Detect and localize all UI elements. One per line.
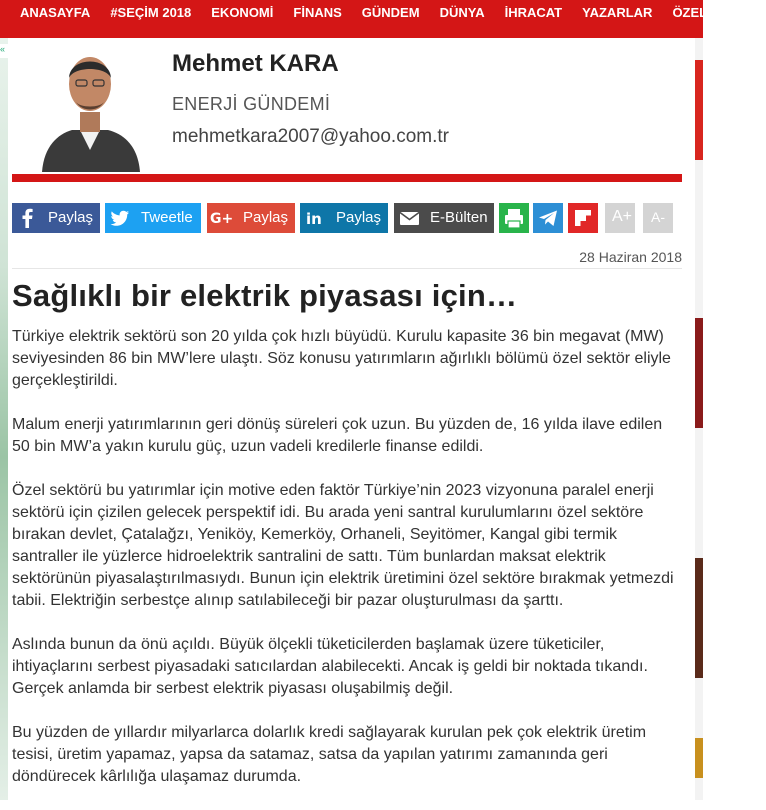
- flipboard-share-button[interactable]: [568, 203, 598, 233]
- author-name[interactable]: Mehmet KARA: [172, 50, 339, 77]
- author-photo: [28, 38, 152, 172]
- left-side-banner[interactable]: [0, 38, 8, 800]
- author-box: [12, 38, 682, 174]
- facebook-share-label: Paylaş: [48, 209, 94, 226]
- linkedin-share-label: Paylaş: [336, 209, 382, 226]
- twitter-share-label: Tweetle: [141, 209, 193, 226]
- font-increase-button[interactable]: [605, 203, 635, 233]
- author-email[interactable]: mehmetkara2007@yahoo.com.tr: [172, 126, 449, 147]
- googleplus-share-button[interactable]: [207, 203, 295, 233]
- nav-item-anasayfa[interactable]: ANASAYFA: [20, 5, 91, 20]
- nav-item-ihracat[interactable]: İHRACAT: [504, 5, 563, 20]
- svg-text:G+: G+: [210, 211, 234, 227]
- twitter-icon: [105, 203, 135, 233]
- top-navigation: [0, 0, 756, 38]
- twitter-share-button[interactable]: [105, 203, 201, 233]
- nav-item-secim-2018[interactable]: #SEÇİM 2018: [110, 5, 192, 20]
- divider-bar: [12, 174, 682, 182]
- share-bar: [12, 203, 692, 233]
- nav-item-finans[interactable]: FİNANS: [293, 5, 342, 20]
- printer-icon: [499, 203, 529, 233]
- ebulten-button[interactable]: [394, 203, 494, 233]
- flipboard-icon: [568, 203, 598, 233]
- font-increase-label: A+: [612, 208, 633, 225]
- telegram-icon: [533, 203, 563, 233]
- banner-badge: «: [0, 44, 8, 58]
- article-paragraph: Malum enerji yatırımlarının geri dönüş süreleri çok uzun. Bu yüzden de, 16 yılda ilave edilen 50 bin MW’a yakın kurulu güç, uzun vadeli kredilerle finanse edildi.: [12, 416, 663, 455]
- googleplus-share-label: Paylaş: [243, 209, 289, 226]
- ebulten-label: E-Bülten: [430, 209, 488, 226]
- print-button[interactable]: [499, 203, 529, 233]
- linkedin-share-button[interactable]: [300, 203, 388, 233]
- envelope-icon: [394, 203, 424, 233]
- googleplus-icon: [207, 203, 237, 233]
- facebook-icon: [12, 203, 42, 233]
- svg-text:in: in: [306, 210, 322, 228]
- linkedin-icon: [300, 203, 330, 233]
- date-divider: [12, 268, 682, 269]
- article-title: Sağlıklı bir elektrik piyasası için…: [12, 278, 518, 313]
- column-name: ENERJİ GÜNDEMİ: [172, 94, 331, 114]
- article-paragraph: Türkiye elektrik sektörü son 20 yılda çok hızlı büyüdü. Kurulu kapasite 36 bin megavat (MW) seviyesinden 86 bin MW’lere ulaştı. Söz konusu yatırımların ağırlıklı bölümü özel sektör eliyle gerçekleştirildi.: [12, 328, 671, 389]
- nav-item-ekonomi[interactable]: EKONOMİ: [211, 5, 274, 20]
- article-paragraph: Özel sektörü bu yatırımlar için motive eden faktör Türkiye’nin 2023 vizyonuna paralel enerji sektörü için çizilen gelecek perspektif idi. Bu arada yeni santral kurulumlarını özel sektöre bırakan devlet, Çatalağzı, Yeniköy, Kemerköy, Orhaneli, Seyitömer, Kangal gibi termik santraller ile yüzlerce hidroelektrik santralini de sattı. Tüm bunlardan maksat elektrik sektörünün piyasalaştırılmasıydı. Bunun için elektrik üretimini özel sektöre bırakmak yetmezdi tabii. Elektriğin serbestçe alınıp satılabileceği bir pazar oluşturulması da şarttı.: [12, 482, 674, 609]
- nav-item-yazarlar[interactable]: YAZARLAR: [582, 5, 653, 20]
- telegram-share-button[interactable]: [533, 203, 563, 233]
- nav-item-gundem[interactable]: GÜNDEM: [361, 5, 420, 20]
- nav-item-ozel-dosya[interactable]: ÖZEL DOSYA: [672, 5, 756, 20]
- nav-item-dunya[interactable]: DÜNYA: [439, 5, 485, 20]
- font-decrease-button[interactable]: [643, 203, 673, 233]
- font-decrease-label: A-: [651, 209, 665, 225]
- facebook-share-button[interactable]: [12, 203, 100, 233]
- article-body: [12, 326, 684, 810]
- article-date: 28 Haziran 2018: [579, 249, 682, 265]
- article-paragraph: Bu yüzden de yıllardır milyarlarca dolarlık kredi sağlayarak kurulan pek çok elektrik üretim tesisi, üretim yapamaz, yapsa da satamaz, satsa da yapılan yatırımı zamanında geri döndürecek kârlılığa ulaşamaz durumda.: [12, 724, 647, 785]
- article-paragraph: Aslında bunun da önü açıldı. Büyük ölçekli tüketicilerden başlamak üzere tüketiciler, ihtiyaçlarını serbest piyasadaki satıcılardan alabilecekti. Ancak iş geldi bir noktada tıkandı. Gerçek anlamda bir serbest elektrik piyasası oluşabilmiş değil.: [12, 636, 648, 697]
- right-side-banner[interactable]: [695, 38, 703, 800]
